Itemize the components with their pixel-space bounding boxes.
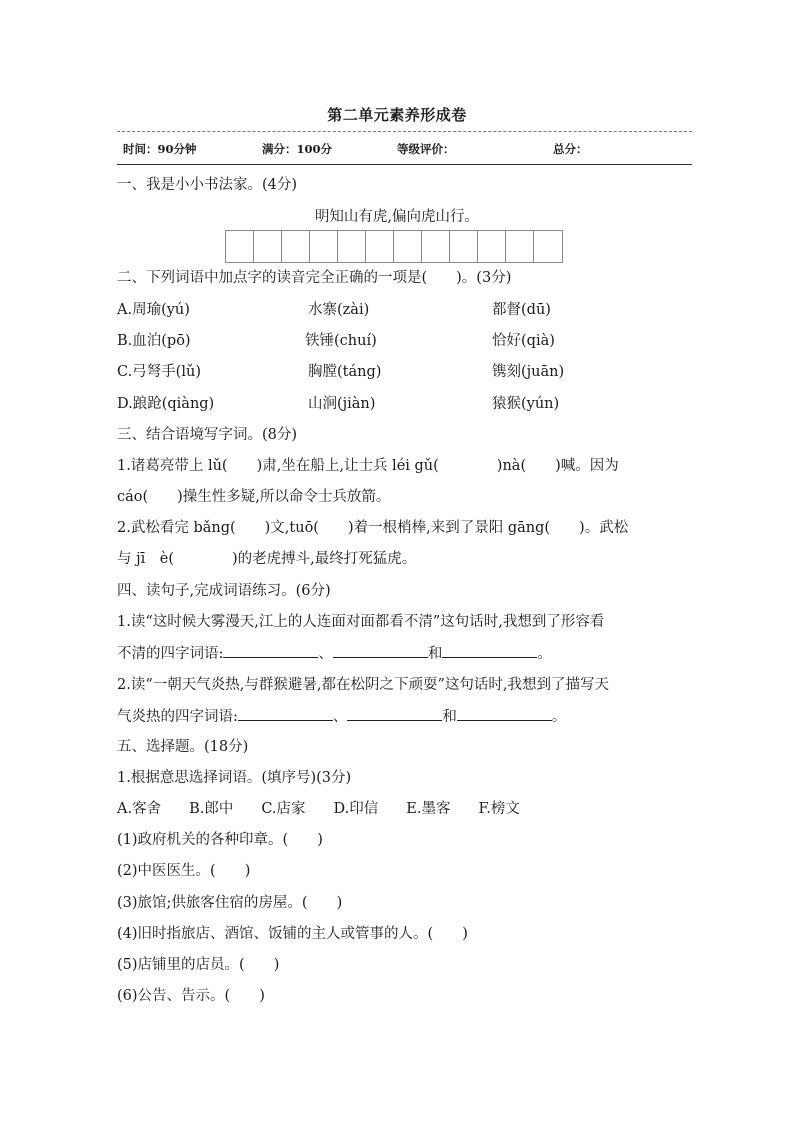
choice-e: E.墨客 (406, 801, 451, 817)
section-5-heading: 五、选择题。(18分) (117, 739, 249, 755)
separator: 。 (537, 646, 552, 662)
answer-blank[interactable] (333, 643, 428, 658)
s4-q2-line-2 (117, 706, 566, 727)
grade-label: 等级评价： (397, 142, 455, 156)
grid-cell[interactable] (478, 231, 506, 262)
choice-c: C.店家 (261, 801, 306, 817)
s4-q1-line-1: 1.读“这时候大雾漫天,江上的人连面对面都看不清”这句话时,我想到了形容看 (117, 614, 605, 630)
grid-cell[interactable] (254, 231, 282, 262)
separator: 和 (427, 646, 443, 662)
choice-a: A.客舍 (117, 801, 162, 817)
s5-item-1: (1)政府机关的各种印章。( ) (117, 832, 323, 848)
s4-q2-line-1: 2.读“一朝天气炎热,与群猴避暑,都在松阴之下顽耍”这句话时,我想到了描写天 (117, 677, 609, 693)
grid-cell[interactable] (366, 231, 394, 262)
option-c-1: C.弓弩手(lǔ) (117, 364, 201, 380)
s3-line-1: 1.诸葛亮带上 lǔ( )肃,坐在船上,让士兵 léi gǔ( )nà( )喊。因为 (117, 458, 619, 474)
choice-b: B.郎中 (189, 801, 234, 817)
section-4-heading: 四、读句子,完成词语练习。(6分) (117, 583, 331, 599)
option-d-3: 猿猴(yún) (492, 396, 560, 412)
separator: 、 (332, 709, 348, 725)
section-1-heading: 一、我是小小书法家。(4分) (117, 177, 298, 193)
s4-q2-prefix: 气炎热的四字词语: (117, 709, 238, 725)
section-3-heading: 三、结合语境写字词。(8分) (117, 427, 298, 443)
time-label: 时间：90分钟 (123, 142, 197, 156)
option-b-1: B.血泊(pō) (117, 333, 191, 349)
option-a-1: A.周瑜(yú) (117, 302, 190, 318)
page-title: 第二单元素养形成卷 (327, 106, 467, 124)
option-c-2: 胸膛(táng) (308, 364, 382, 380)
s5-item-2: (2)中医医生。( ) (117, 863, 251, 879)
option-b-3: 恰好(qià) (492, 333, 555, 349)
answer-blank[interactable] (442, 643, 537, 658)
s5-q1: 1.根据意思选择词语。(填序号)(3分) (117, 770, 352, 786)
grid-cell[interactable] (450, 231, 478, 262)
option-b-2: 铁锤(chuí) (305, 333, 377, 349)
choice-d: D.印信 (333, 801, 379, 817)
choice-f: F.榜文 (478, 801, 520, 817)
grid-cell[interactable] (394, 231, 422, 262)
answer-blank[interactable] (457, 706, 552, 721)
grid-cell[interactable] (338, 231, 366, 262)
s5-options-row (117, 799, 520, 819)
separator: 和 (442, 709, 457, 725)
grid-cell[interactable] (506, 231, 534, 262)
s5-item-4: (4)旧时指旅店、酒馆、饭铺的主人或管事的人。( ) (117, 926, 468, 942)
answer-blank[interactable] (347, 706, 442, 721)
answer-blank[interactable] (238, 706, 333, 721)
option-a-2: 水寨(zài) (308, 302, 370, 318)
s4-q1-prefix: 不清的四字词语: (117, 646, 224, 662)
s5-item-6: (6)公告、告示。( ) (117, 988, 265, 1004)
separator: 、 (318, 646, 333, 662)
writing-grid[interactable] (225, 230, 563, 263)
s3-line-2: cáo( )操生性多疑,所以命令士兵放箭。 (117, 489, 391, 505)
s4-q1-line-2 (117, 643, 552, 664)
full-score-label: 满分：100分 (262, 142, 333, 156)
s3-line-4: 与 jī è( )的老虎搏斗,最终打死猛虎。 (117, 551, 417, 567)
section-2-heading: 二、下列词语中加点字的读音完全正确的一项是( )。(3分) (117, 270, 512, 286)
grid-cell[interactable] (226, 231, 254, 262)
option-a-3: 都督(dū) (492, 302, 551, 318)
s3-line-3: 2.武松看完 bǎng( )文,tuō( )着一根梢棒,来到了景阳 gāng( )。武松 (117, 520, 629, 536)
grid-cell[interactable] (422, 231, 450, 262)
grid-cell[interactable] (534, 231, 562, 262)
grid-cell[interactable] (282, 231, 310, 262)
score-info-row (117, 131, 692, 165)
s5-item-3: (3)旅馆;供旅客住宿的房屋。( ) (117, 895, 343, 911)
separator: 。 (551, 709, 567, 725)
s5-item-5: (5)店铺里的店员。( ) (117, 957, 280, 973)
grid-cell[interactable] (310, 231, 338, 262)
calligraphy-sentence: 明知山有虎,偏向虎山行。 (314, 209, 480, 225)
total-score-label: 总分： (553, 142, 588, 156)
option-d-2: 山涧(jiàn) (308, 396, 376, 412)
option-d-1: D.踉跄(qiàng) (117, 396, 215, 412)
answer-blank[interactable] (223, 643, 318, 658)
option-c-3: 镌刻(juān) (492, 364, 565, 380)
